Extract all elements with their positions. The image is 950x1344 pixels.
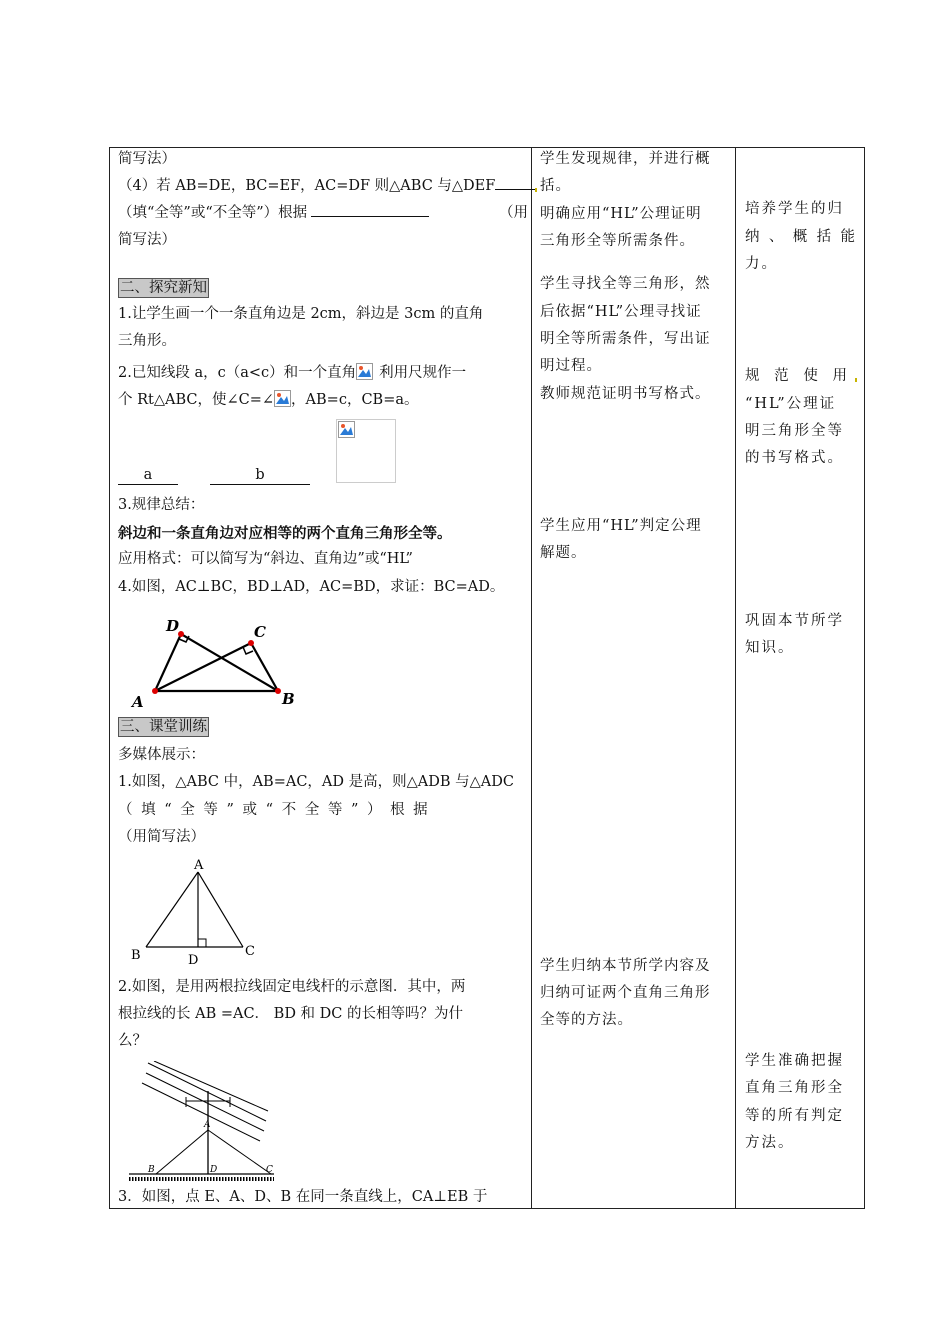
text-span: 个 Rt△ABC，使∠C=∠: [118, 392, 275, 408]
text-line: 学生归纳本节所学内容及: [540, 958, 711, 974]
text-line: （用简写法）: [118, 829, 205, 845]
label-d: D: [166, 617, 180, 635]
text-line: 学生寻找全等三角形，然: [540, 276, 711, 292]
broken-image-icon: [356, 363, 373, 380]
column-divider: [735, 148, 736, 1208]
text-line: 2.如图，是用两根拉线固定电线杆的示意图．其中，两: [118, 979, 466, 995]
segment-a: a: [118, 466, 178, 485]
broken-image-icon: [338, 421, 355, 438]
text-line: 培养学生的归: [745, 201, 844, 217]
triangle-figure-1: [128, 614, 318, 710]
text-line: 明过程。: [540, 358, 602, 374]
text-line: 教师规范证明书写格式。: [540, 386, 711, 402]
text-span: 2.已知线段 a，c（a<c）和一个直角: [118, 365, 357, 381]
text-line: 解题。: [540, 545, 587, 561]
text-line: 学生应用“HL”判定公理: [540, 518, 702, 534]
label-d: D: [188, 953, 199, 965]
text-line: [118, 387, 419, 414]
text-line: 后依据“HL”公理寻找证: [540, 304, 702, 320]
mark-dot: [535, 188, 537, 192]
label-a: A: [194, 858, 204, 873]
triangle-figure-2: [126, 855, 266, 965]
section-3-title: 三、课堂训练: [120, 719, 207, 735]
text-line: 规范使用: [745, 368, 849, 384]
text-line: “HL”公理证: [745, 396, 837, 412]
segment-b: b: [210, 466, 310, 485]
label-d: D: [210, 1165, 218, 1175]
text-line: 三角形全等所需条件。: [540, 233, 695, 249]
label-b: B: [148, 1165, 155, 1175]
text-line: 知识。: [745, 640, 795, 656]
question-4-cont: [118, 200, 528, 227]
text-line: 等的所有判定: [745, 1108, 844, 1124]
text-line: 括。: [540, 178, 571, 194]
answer-blank: [495, 175, 535, 190]
text-line: 力。: [745, 256, 778, 272]
text-line: 么？: [118, 1033, 147, 1049]
text-line: 方法。: [745, 1135, 795, 1151]
text-line: 的书写格式。: [745, 450, 844, 466]
text-line: 学生准确把握: [745, 1053, 844, 1069]
text-line: 简写法）: [118, 232, 176, 248]
text-line: 巩固本节所学: [745, 613, 844, 629]
text-line: [118, 360, 466, 387]
text-line: 1.让学生画一个一条直角边是 2cm，斜边是 3cm 的直角: [118, 306, 484, 322]
answer-blank: [311, 202, 429, 217]
text-span: 利用尺规作一: [379, 365, 467, 381]
label-c: C: [254, 623, 266, 641]
text-span: （填“全等”或“不全等”）根据: [118, 205, 308, 221]
text-line: 1.如图，△ABC 中，AB=AC，AD 是高，则△ADB 与△ADC: [118, 774, 514, 790]
lesson-table: [109, 147, 865, 1209]
text-line: 根拉线的长 AB =AC． BD 和 DC 的长相等吗？为什: [118, 1006, 463, 1022]
label-c: C: [245, 944, 255, 959]
text-line: 简写法）: [118, 151, 176, 167]
text-line: 纳、概括能: [745, 229, 857, 245]
question-4: [118, 173, 537, 200]
text-line: 学生发现规律，并进行概: [540, 151, 711, 167]
label-a: A: [204, 1120, 211, 1130]
label-a: A: [132, 693, 144, 710]
text-line: 明三角形全等: [745, 423, 844, 439]
mark-dot: [855, 378, 857, 382]
text-span: （用: [499, 205, 528, 221]
text-line: 归纳可证两个直角三角形: [540, 985, 711, 1001]
text-line: （ 填 “ 全 等 ” 或 “ 不 全 等 ” ） 根 据: [118, 802, 428, 818]
question-4-text: （4）若 AB=DE，BC=EF，AC=DF 则△ABC 与△DEF: [118, 178, 496, 194]
label-c: C: [266, 1165, 273, 1175]
utility-pole-figure: [126, 1061, 276, 1186]
section-heading: [118, 275, 209, 302]
section-heading: [118, 714, 209, 741]
text-line: 3.规律总结：: [118, 497, 205, 513]
text-span: ，AB=c，CB=a。: [291, 392, 419, 408]
label-b: B: [282, 690, 295, 708]
section-2-title: 二、探究新知: [120, 280, 207, 296]
broken-image-icon: [274, 390, 291, 407]
text-line: 应用格式：可以简写为“斜边、直角边”或“HL”: [118, 551, 413, 567]
question-3: 3．如图，点 E、A、D、B 在同一条直线上，CA⊥EB 于: [118, 1189, 488, 1205]
image-placeholder: [336, 419, 396, 483]
rule-summary: 斜边和一条直角边对应相等的两个直角三角形全等。: [118, 525, 452, 542]
text-line: 直角三角形全: [745, 1080, 844, 1096]
text-line: 全等的方法。: [540, 1012, 633, 1028]
text-line: 多媒体展示：: [118, 747, 205, 763]
label-b: B: [131, 948, 141, 963]
text-line: 4.如图，AC⊥BC，BD⊥AD，AC=BD，求证：BC=AD。: [118, 579, 505, 595]
text-line: 明全等所需条件，写出证: [540, 331, 711, 347]
column-divider: [531, 148, 532, 1208]
text-line: 明确应用“HL”公理证明: [540, 206, 702, 222]
text-line: 三角形。: [118, 333, 176, 349]
